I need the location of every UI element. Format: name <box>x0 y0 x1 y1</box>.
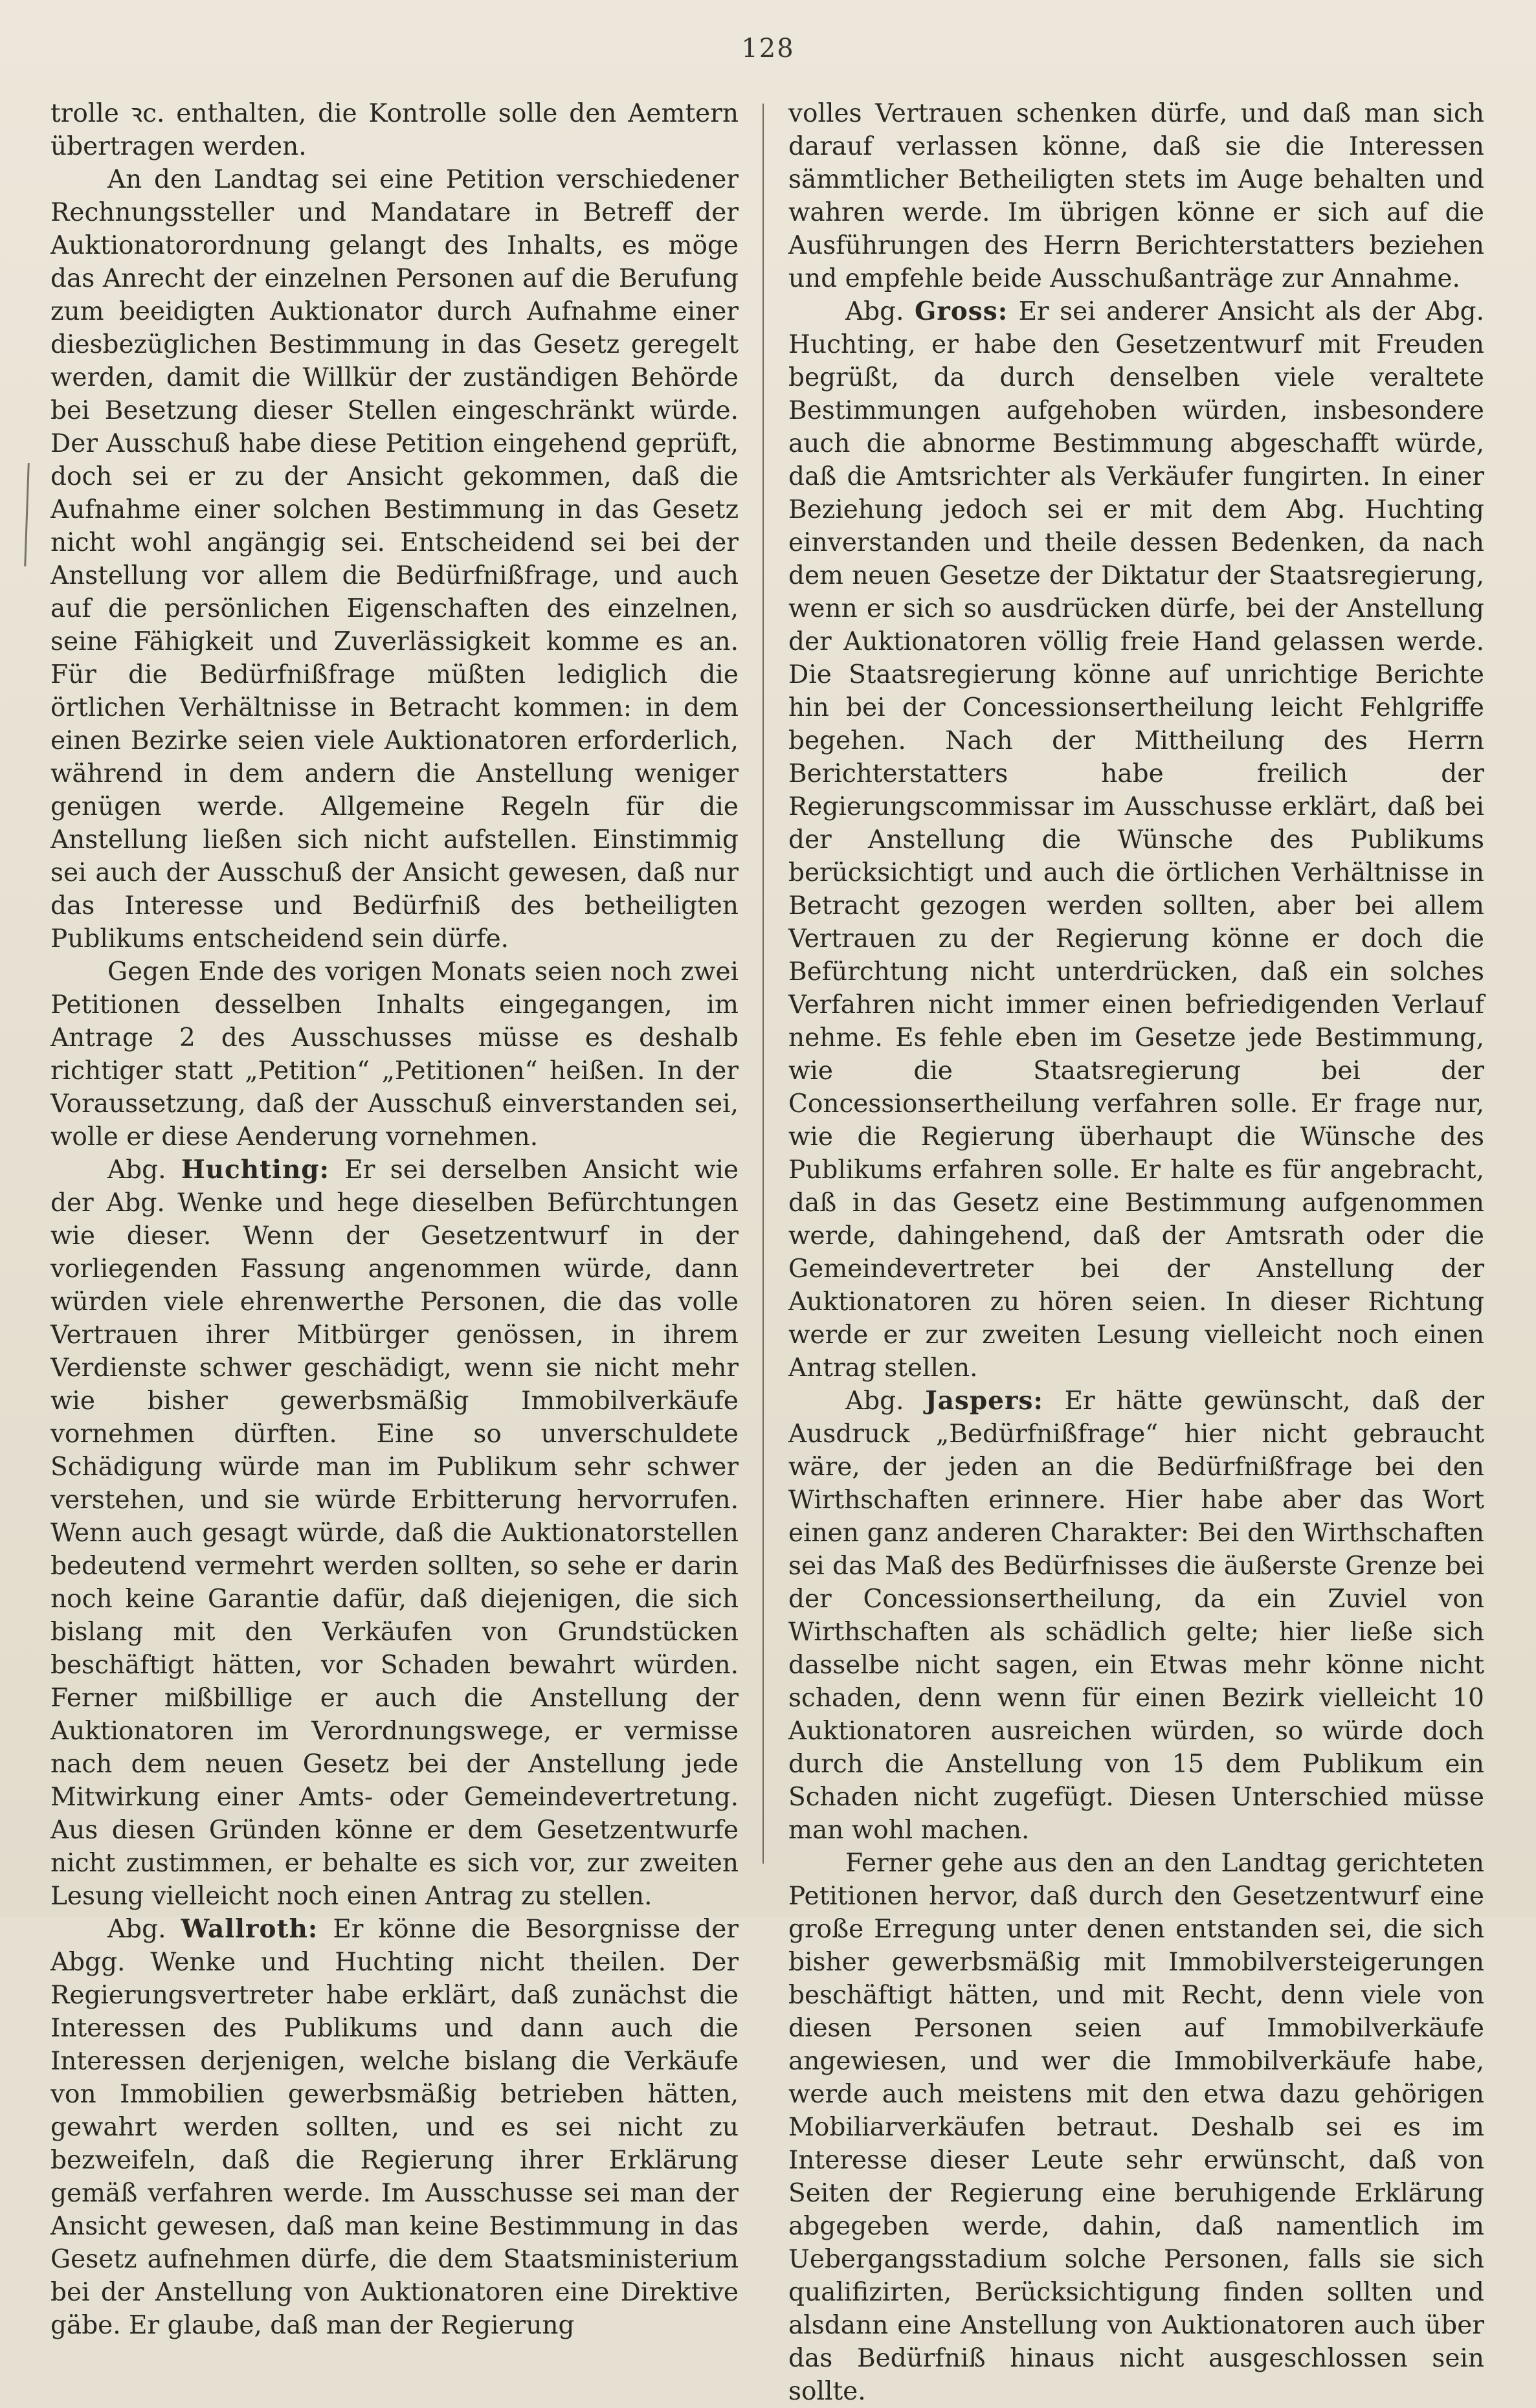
left-column <box>50 97 739 2340</box>
speech-text: Er sei derselben Ansicht wie der Abg. Wenke und hege dieselben Befürchtungen wie dieser. Wenn der Gesetzentwurf in der vorliegenden Fassung angenommen würde, dann würden viele ehrenwerthe Personen, die das volle Vertrauen ihrer Mitbürger genössen, in ihrem Verdienste schwer geschädigt, wenn sie nicht mehr wie bisher gewerbsmäßig Immobilverkäufe vornehmen dürften. Eine so unverschuldete Schädigung würde man im Publikum sehr schwer verstehen, und sie würde Erbitterung hervorrufen. Wenn auch gesagt würde, daß die Auktionatorstellen bedeutend vermehrt werden sollten, so sehe er darin noch keine Garantie dafür, daß diejenigen, die sich bislang mit den Verkäufen von Grundstücken beschäftigt hätten, vor Schaden bewahrt würden. Ferner mißbillige er auch die Anstellung der Auktionatoren im Verordnungswege, er vermisse nach dem neuen Gesetz bei der Anstellung jede Mitwirkung einer Amts- oder Gemeindevertretung. Aus diesen Gründen könne er dem Gesetzentwurfe nicht zustimmen, er behalte es sich vor, zur zweiten Lesung vielleicht noch einen Antrag zu stellen. <box>50 1155 739 1911</box>
paragraph: An den Landtag sei eine Petition verschiedener Rechnungssteller und Mandatare in Betreff der Auktionatorordnung gelangt des Inhalts, es möge das Anrecht der einzelnen Personen auf die Berufung zum beeidigten Auktionator durch Aufnahme einer diesbezüglichen Bestimmung in das Gesetz geregelt werden, damit die Willkür der zuständigen Behörde bei Besetzung dieser Stellen eingeschränkt würde. Der Ausschuß habe diese Petition eingehend geprüft, doch sei er zu der Ansicht gekommen, daß die Aufnahme einer solchen Bestimmung in das Gesetz nicht wohl angängig sei. Entscheidend sei bei der Anstellung vor allem die Bedürfnißfrage, und auch auf die persönlichen Eigenschaften des einzelnen, seine Fähigkeit und Zuverlässigkeit komme es an. Für die Bedürfnißfrage müßten lediglich die örtlichen Verhältnisse in Betracht kommen: in dem einen Bezirke seien viele Auktionatoren erforderlich, während in dem andern die Anstellung weniger genügen werde. Allgemeine Regeln für die Anstellung ließen sich nicht aufstellen. Einstimmig sei auch der Ausschuß der Ansicht gewesen, daß nur das Interesse und Bedürfniß des betheiligten Publikums entscheidend sein dürfe. <box>50 165 739 953</box>
speaker-prefix: Abg. <box>845 297 915 326</box>
speech-paragraph <box>788 295 1484 1385</box>
speech-text: Er sei anderer Ansicht als der Abg. Huchting, er habe den Gesetzentwurf mit Freuden begrüßt, da durch denselben viele veraltete Bestimmungen aufgehoben würden, insbesondere auch die abnorme Bestimmung abgeschafft würde, daß die Amtsrichter als Verkäufer fungirten. In einer Beziehung jedoch sei er mit dem Abg. Huchting einverstanden und theile dessen Bedenken, da nach dem neuen Gesetze der Diktatur der Staatsregierung, wenn er sich so ausdrücken dürfe, bei der Anstellung der Auktionatoren völlig freie Hand gelassen werde. Die Staatsregierung könne auf unrichtige Berichte hin bei der Concessionsertheilung leicht Fehlgriffe begehen. Nach der Mittheilung des Herrn Berichterstatters habe freilich der Regierungscommissar im Ausschusse erklärt, daß bei der Anstellung die Wünsche des Publikums berücksichtigt und auch die örtlichen Verhältnisse in Betracht gezogen werden sollten, aber bei allem Vertrauen zu der Regierung könne er doch die Befürchtung nicht unterdrücken, daß ein solches Verfahren nicht immer einen befriedigenden Verlauf nehme. Es fehle eben im Gesetze jede Bestimmung, wie die Staatsregierung bei der Concessionsertheilung verfahren solle. Er frage nur, wie die Regierung überhaupt die Wünsche des Publikums erfahren solle. Er halte es für angebracht, daß in das Gesetz eine Bestimmung aufgenommen werde, dahingehend, daß der Amtsrath oder die Gemeindevertreter bei der Anstellung der Auktionatoren zu hören seien. In dieser Richtung werde er zur zweiten Lesung vielleicht noch einen Antrag stellen. <box>788 297 1484 1383</box>
speaker-prefix: Abg. <box>845 1387 926 1416</box>
speaker-name: Jaspers: <box>925 1386 1043 1416</box>
right-column <box>788 97 1484 2406</box>
margin-mark <box>24 463 30 566</box>
paragraph: trolle ꝛc. enthalten, die Kontrolle solle den Aemtern übertragen werden. <box>50 99 739 161</box>
speaker-prefix: Abg. <box>107 1915 181 1944</box>
speaker-name: Huchting: <box>181 1155 329 1185</box>
speaker-name: Wallroth: <box>181 1914 318 1944</box>
speech-text: Er hätte gewünscht, daß der Ausdruck „Bedürfnißfrage“ hier nicht gebraucht wäre, der jeden an die Bedürfnißfrage bei den Wirthschaften erinnere. Hier habe aber das Wort einen ganz anderen Charakter: Bei den Wirthschaften sei das Maß des Bedürfnisses die äußerste Grenze bei der Concessionsertheilung, da ein Zuviel von Wirthschaften als schädlich gelte; hier ließe sich dasselbe nicht sagen, ein Etwas mehr könne nicht schaden, denn wenn für einen Bezirk vielleicht 10 Auktionatoren ausreichen würden, so würde doch durch die Anstellung von 15 dem Publikum ein Schaden nicht zugefügt. Diesen Unterschied müsse man wohl machen. <box>788 1387 1484 1845</box>
speech-paragraph <box>50 1913 739 2342</box>
paragraph: Ferner gehe aus den an den Landtag gerichteten Petitionen hervor, daß durch den Gesetzentwurf eine große Erregung unter denen entstanden sei, die sich bisher gewerbsmäßig mit Immobilversteigerungen beschäftigt hätten, und mit Recht, denn viele von diesen Personen seien auf Immobilverkäufe angewiesen, und wer die Immobilverkäufe habe, werde auch meistens mit den etwa dazu gehörigen Mobiliarverkäufen betraut. Deshalb sei es im Interesse dieser Leute sehr erwünscht, daß von Seiten der Regierung eine beruhigende Erklärung abgegeben werde, dahin, daß namentlich im Uebergangsstadium solche Personen, falls sie sich qualifizirten, Berücksichtigung finden sollten und alsdann eine Anstellung von Auktionatoren auch über das Bedürfniß hinaus nicht ausgeschlossen sein sollte. <box>788 1849 1484 2406</box>
page-number: 128 <box>741 34 795 63</box>
paragraph: volles Vertrauen schenken dürfe, und daß man sich darauf verlassen könne, daß sie die Interessen sämmtlicher Betheiligten stets im Auge behalten und wahren werde. Im übrigen könne er sich auf die Ausführungen des Herrn Berichterstatters beziehen und empfehle beide Ausschußanträge zur Annahme. <box>788 99 1484 293</box>
speaker-name: Gross: <box>914 296 1008 326</box>
speech-paragraph <box>788 1385 1484 1847</box>
speaker-prefix: Abg. <box>107 1155 181 1185</box>
speech-paragraph <box>50 1154 739 1913</box>
column-divider <box>762 104 764 1864</box>
speech-text: Er könne die Besorgnisse der Abgg. Wenke und Huchting nicht theilen. Der Regierungsvertreter habe erklärt, daß zunächst die Interessen des Publikums und dann auch die Interessen derjenigen, welche bislang die Verkäufe von Immobilien gewerbsmäßig betrieben hätten, gewahrt werden sollten, und es sei nicht zu bezweifeln, daß die Regierung ihrer Erklärung gemäß verfahren werde. Im Ausschusse sei man der Ansicht gewesen, daß man keine Bestimmung in das Gesetz aufnehmen dürfe, die dem Staatsministerium bei der Anstellung von Auktionatoren eine Direktive gäbe. Er glaube, daß man der Regierung <box>50 1915 739 2340</box>
paragraph: Gegen Ende des vorigen Monats seien noch zwei Petitionen desselben Inhalts eingegangen, im Antrage 2 des Ausschusses müsse es deshalb richtiger statt „Petition“ „Petitionen“ heißen. In der Voraussetzung, daß der Ausschuß einverstanden sei, wolle er diese Aenderung vornehmen. <box>50 957 739 1152</box>
